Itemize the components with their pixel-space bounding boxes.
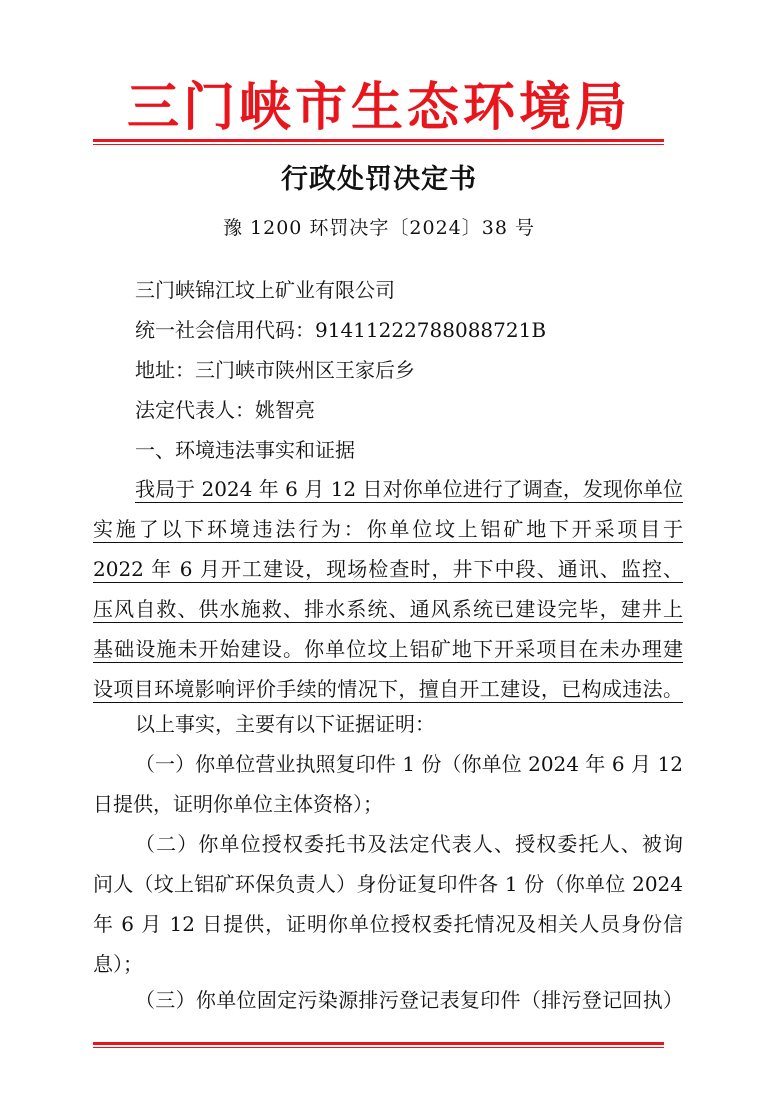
party-address: 地址：三门峡市陕州区王家后乡: [135, 358, 415, 382]
document-number: 豫 1200 环罚决字〔2024〕38 号: [222, 217, 535, 239]
facts-line: 2022 年 6 月开工建设，现场检查时，井下中段、通讯、监控、: [93, 557, 683, 581]
facts-line: 基础设施未开始建设。你单位坟上铝矿地下开采项目在未办理建: [93, 637, 683, 661]
facts-line: 实施了以下环境违法行为：你单位坟上铝矿地下开采项目于: [93, 517, 683, 541]
header-rule-thin: [93, 144, 664, 145]
evidence-line: （三）你单位固定污染源排污登记表复印件（排污登记回执）: [135, 988, 683, 1012]
evidence-line: 问人（坟上铝矿环保负责人）身份证复印件各 1 份（你单位 2024: [93, 872, 683, 896]
facts-line: 设项目环境影响评价手续的情况下，擅自开工建设，已构成违法。: [93, 677, 683, 701]
agency-header: 三门峡市生态环境局: [126, 77, 631, 138]
facts-line: 压风自救、供水施救、排水系统、通风系统已建设完毕，建井上: [93, 597, 683, 621]
party-company: 三门峡锦江坟上矿业有限公司: [135, 278, 395, 302]
party-representative: 法定代表人：姚智亮: [135, 398, 315, 422]
section1-heading: 一、环境违法事实和证据: [135, 438, 355, 462]
facts-line: 我局于 2024 年 6 月 12 日对你单位进行了调查，发现你单位: [135, 477, 683, 501]
evidence-line: 日提供，证明你单位主体资格）；: [93, 792, 383, 816]
evidence-line: 息）；: [93, 952, 143, 976]
evidence-line: 年 6 月 12 日提供，证明你单位授权委托情况及相关人员身份信: [93, 912, 683, 936]
evidence-line: （一）你单位营业执照复印件 1 份（你单位 2024 年 6 月 12: [135, 752, 683, 776]
footer-rule-thick: [93, 1042, 664, 1045]
party-credit-code: 统一社会信用代码：91411222788088721B: [135, 318, 547, 342]
document-title: 行政处罚决定书: [281, 164, 477, 195]
evidence-line: （二）你单位授权委托书及法定代表人、授权委托人、被询: [135, 832, 683, 856]
header-rule-thick: [93, 139, 664, 142]
evidence-intro: 以上事实，主要有以下证据证明：: [135, 712, 435, 736]
footer-rule-thin: [93, 1047, 664, 1048]
